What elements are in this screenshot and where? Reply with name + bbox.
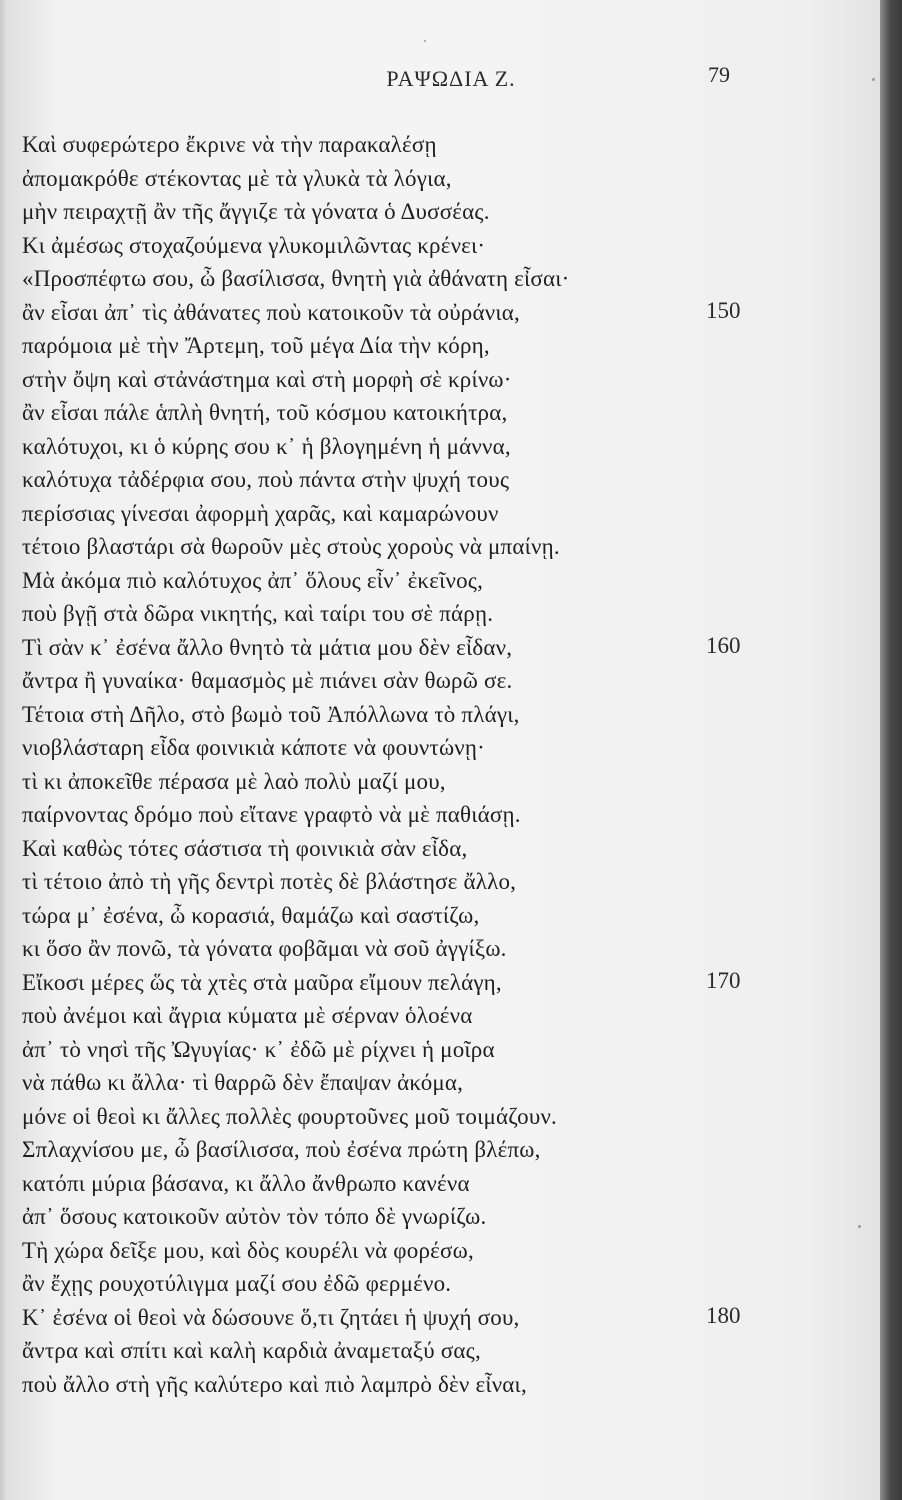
verse-line: ἂν ἔχῃς ρουχοτύλιγμα μαζί σου ἐδῶ φερμένο. bbox=[22, 1271, 452, 1296]
verse-line: «Προσπέφτω σου, ὦ βασίλισσα, θνητὴ γιὰ ἀθάνατη εἶσαι· bbox=[22, 266, 570, 291]
verse-line: ἀπομακρόθε στέκοντας μὲ τὰ γλυκὰ τὰ λόγια, bbox=[22, 165, 452, 191]
verse-line: τὶ τέτοιο ἀπὸ τὴ γῆς δεντρὶ ποτὲς δὲ βλάστησε ἄλλο, bbox=[22, 869, 517, 894]
verse-line: Καὶ συφερώτερο ἔκρινε νὰ τὴν παρακαλέσῃ bbox=[22, 132, 437, 157]
verse-line: Εἴκοσι μέρες ὥς τὰ χτὲς στὰ μαῦρα εἴμουν πελάγη, bbox=[22, 969, 502, 995]
page-gutter-shadow bbox=[0, 0, 6, 1500]
verse-line: Τὴ χώρα δεῖξε μου, καὶ δὸς κουρέλι νὰ φορέσω, bbox=[22, 1237, 474, 1263]
verse-line: παρόμοια μὲ τὴν Ἄρτεμη, τοῦ μέγα Δία τὴν κόρη, bbox=[22, 333, 490, 358]
verse-line: τώρα μ᾿ ἐσένα, ὦ κορασιά, θαμάζω καὶ σαστίζω, bbox=[22, 902, 480, 928]
verse-line: νιοβλάσταρη εἶδα φοινικιὰ κάποτε νὰ φουντώνῃ· bbox=[22, 735, 485, 760]
verse-line: Τέτοια στὴ Δῆλο, στὸ βωμὸ τοῦ Ἀπόλλωνα τὸ πλάγι, bbox=[22, 701, 520, 727]
verse-line: ποὺ ἀνέμοι καὶ ἄγρια κύματα μὲ σέρναν ὁλοένα bbox=[22, 1003, 473, 1028]
verse-line: ἀπ᾿ τὸ νησὶ τῆς Ὠγυγίας· κ᾿ ἐδῶ μὲ ρίχνει ἡ μοῖρα bbox=[22, 1036, 495, 1062]
verse-line: κατόπι μύρια βάσανα, κι ἄλλο ἄνθρωπο κανένα bbox=[22, 1170, 470, 1196]
verse-line: ἄντρα ἢ γυναίκα· θαμασμὸς μὲ πιάνει σὰν θωρῶ σε. bbox=[22, 668, 513, 693]
verse-line: τὶ κι ἀποκεῖθε πέρασα μὲ λαὸ πολὺ μαζί μου, bbox=[22, 768, 446, 794]
verse-line: Καὶ καθὼς τότες σάστισα τὴ φοινικιὰ σὰν εἶδα, bbox=[22, 835, 468, 861]
verse-line: περίσσιας γίνεσαι ἀφορμὴ χαρᾶς, καὶ καμαρώνουν bbox=[22, 500, 499, 526]
verse-line: ποὺ βγῇ στὰ δῶρα νικητής, καὶ ταίρι του σὲ πάρῃ. bbox=[22, 601, 494, 626]
verse-line: στὴν ὄψη καὶ στἀνάστημα καὶ στὴ μορφὴ σὲ κρίνω· bbox=[22, 366, 512, 392]
verse-list bbox=[22, 128, 682, 1401]
verse-line-number: 150 bbox=[706, 297, 741, 323]
page-number: 79 bbox=[708, 62, 730, 87]
verse-line: παίρνοντας δρόμο ποὺ εἴτανε γραφτὸ νὰ μὲ παθιάσῃ. bbox=[22, 802, 521, 827]
verse-line: μόνε οἱ θεοὶ κι ἄλλες πολλὲς φουρτοῦνες μοῦ τοιμάζουν. bbox=[22, 1103, 557, 1129]
verse-line: Μὰ ἀκόμα πιὸ καλότυχος ἀπ᾿ ὅλους εἶν᾿ ἐκεῖνος, bbox=[22, 567, 484, 593]
verse-line: νὰ πάθω κι ἄλλα· τὶ θαρρῶ δὲν ἔπαψαν ἀκόμα, bbox=[22, 1070, 464, 1095]
verse-line-number: 170 bbox=[706, 967, 741, 993]
verse-line: Τὶ σὰν κ᾿ ἐσένα ἄλλο θνητὸ τὰ μάτια μου δὲν εἶδαν, bbox=[22, 634, 513, 660]
verse-line: ἂν εἶσαι ἀπ᾿ τὶς ἀθάνατες ποὺ κατοικοῦν τὰ οὐράνια, bbox=[22, 299, 520, 325]
verse-line: Σπλαχνίσου με, ὦ βασίλισσα, ποὺ ἐσένα πρώτη βλέπω, bbox=[22, 1137, 541, 1162]
verse-line: καλότυχα τἀδέρφια σου, ποὺ πάντα στὴν ψυχή τους bbox=[22, 467, 510, 492]
verse-line: Κι ἀμέσως στοχαζούμενα γλυκομιλῶντας κρένει· bbox=[22, 232, 486, 258]
verse-line: καλότυχοι, κι ὁ κύρης σου κ᾿ ἡ βλογημένη ἡ μάννα, bbox=[22, 433, 511, 459]
scan-speck bbox=[872, 78, 875, 81]
verse-line: Κ᾿ ἐσένα οἱ θεοὶ νὰ δώσουνε ὅ,τι ζητάει ἡ ψυχή σου, bbox=[22, 1304, 520, 1330]
verse-line: ποὺ ἄλλο στὴ γῆς καλύτερο καὶ πιὸ λαμπρὸ δὲν εἶναι, bbox=[22, 1371, 527, 1397]
running-title: ΡΑΨΩΔΙΑ Ζ. bbox=[386, 66, 516, 91]
verse-line: μὴν πειραχτῇ ἂν τῆς ἄγγιζε τὰ γόνατα ὁ Δυσσέας. bbox=[22, 199, 490, 224]
verse-line: κι ὅσο ἂν πονῶ, τὰ γόνατα φοβᾶμαι νὰ σοῦ ἀγγίξω. bbox=[22, 936, 507, 961]
verse-line: ἂν εἶσαι πάλε ἁπλὴ θνητή, τοῦ κόσμου κατοικήτρα, bbox=[22, 400, 508, 425]
verse-line: ἄντρα καὶ σπίτι καὶ καλὴ καρδιὰ ἀναμεταξύ σας, bbox=[22, 1338, 481, 1363]
verse-line-number: 180 bbox=[706, 1302, 741, 1328]
scan-speck bbox=[424, 40, 426, 42]
verse-line-number: 160 bbox=[706, 632, 741, 658]
scan-speck bbox=[858, 1225, 861, 1228]
verse-line: ἀπ᾿ ὅσους κατοικοῦν αὐτὸν τὸν τόπο δὲ γνωρίζω. bbox=[22, 1204, 487, 1229]
scan-edge-shadow bbox=[880, 0, 902, 1500]
verse-line: τέτοιο βλαστάρι σὰ θωροῦν μὲς στοὺς χοροὺς νὰ μπαίνῃ. bbox=[22, 534, 560, 559]
